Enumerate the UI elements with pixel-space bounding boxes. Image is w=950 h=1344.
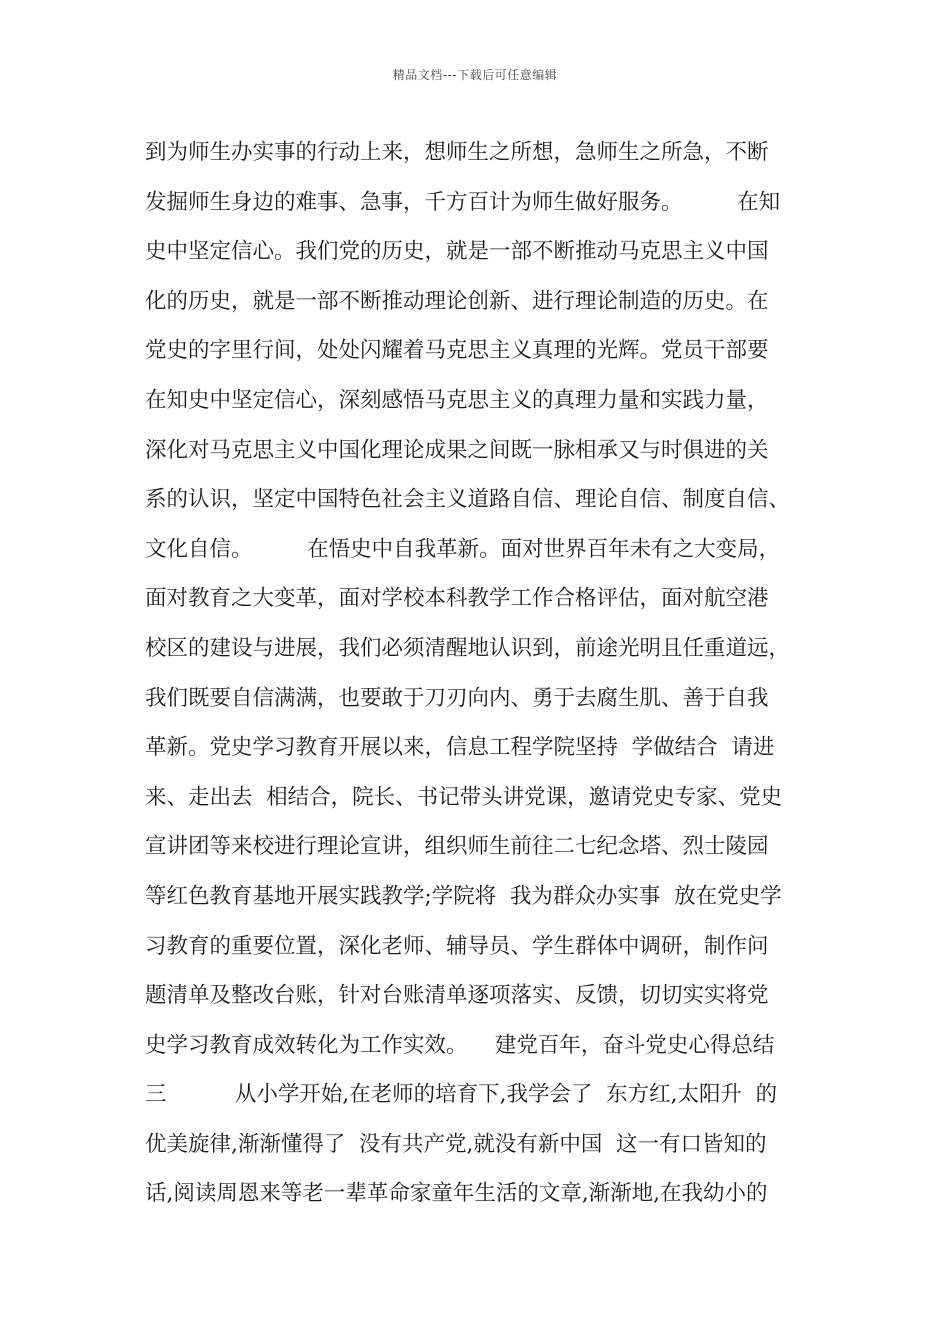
text-line: 深化对马克思主义中国化理论成果之间既一脉相承又与时俱进的关 bbox=[145, 437, 769, 463]
text-line: 面对教育之大变革，面对学校本科教学工作合格评估，面对航空港 bbox=[145, 586, 769, 612]
text-line: 优美旋律,渐渐懂得了 没有共产党,就没有新中国 这一有口皆知的 bbox=[145, 1131, 767, 1157]
text-line: 校区的建设与进展，我们必须清醒地认识到，前途光明且任重道远， bbox=[145, 635, 791, 661]
text-line: 史学习教育成效转化为工作实效。 建党百年，奋斗党史心得总结 bbox=[145, 1032, 775, 1058]
text-line: 话,阅读周恩来等老一辈革命家童年生活的文章,渐渐地,在我幼小的 bbox=[145, 1181, 768, 1207]
text-line: 系的认识，坚定中国特色社会主义道路自信、理论自信、制度自信、 bbox=[145, 487, 791, 513]
text-line: 我们既要自信满满，也要敢于刀刃向内、勇于去腐生肌、善于自我 bbox=[145, 685, 769, 711]
text-line: 发掘师生身边的难事、急事，千方百计为师生做好服务。 在知 bbox=[145, 189, 781, 215]
text-line: 等红色教育基地开展实践教学;学院将 我为群众办实事 放在党史学 bbox=[145, 883, 782, 909]
text-line: 习教育的重要位置，深化老师、辅导员、学生群体中调研，制作问 bbox=[145, 933, 769, 959]
text-line: 三 从小学开始,在老师的培育下,我学会了 东方红,太阳升 的 bbox=[145, 1082, 778, 1108]
text-line: 宣讲团等来校进行理论宣讲，组织师生前往二七纪念塔、烈士陵园 bbox=[145, 834, 769, 860]
text-line: 化的历史，就是一部不断推动理论创新、进行理论制造的历史。在 bbox=[145, 288, 769, 314]
page-header: 精品文档---下载后可任意编辑 bbox=[392, 68, 558, 82]
text-line: 在知史中坚定信心，深刻感悟马克思主义的真理力量和实践力量， bbox=[145, 387, 769, 413]
text-line: 来、走出去 相结合，院长、书记带头讲党课，邀请党史专家、党史 bbox=[145, 784, 783, 810]
text-line: 史中坚定信心。我们党的历史，就是一部不断推动马克思主义中国 bbox=[145, 239, 769, 265]
text-line: 题清单及整改台账，针对台账清单逐项落实、反馈，切切实实将党 bbox=[145, 983, 769, 1009]
text-line: 党史的字里行间，处处闪耀着马克思主义真理的光辉。党员干部要 bbox=[145, 338, 769, 364]
text-line: 文化自信。 在悟史中自我革新。面对世界百年未有之大变局， bbox=[145, 536, 781, 562]
body-text bbox=[145, 128, 835, 1219]
text-line: 到为师生办实事的行动上来，想师生之所想，急师生之所急，不断 bbox=[145, 140, 769, 165]
text-line: 革新。党史学习教育开展以来，信息工程学院坚持 学做结合 请进 bbox=[145, 735, 775, 761]
